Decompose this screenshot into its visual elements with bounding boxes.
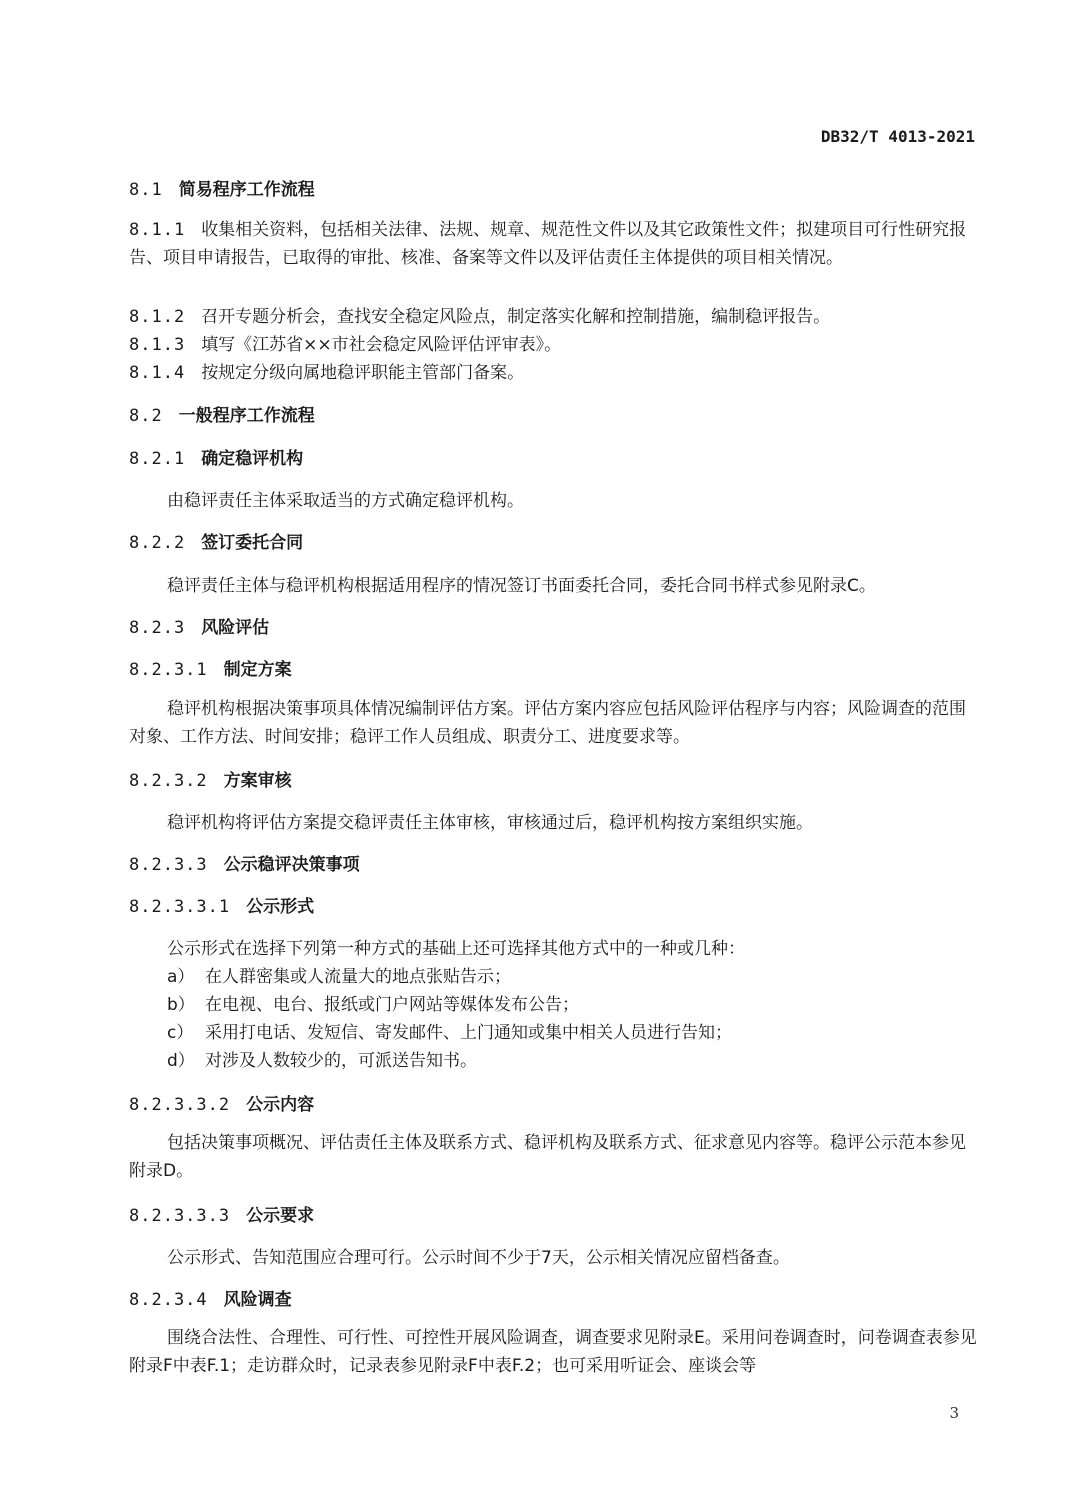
clause-8-1-2 xyxy=(129,302,979,327)
clause-number: 8.1.1 xyxy=(129,220,186,240)
clause-title: 公示形式 xyxy=(246,897,315,917)
clause-8-2-3-4-heading xyxy=(129,1285,979,1310)
clause-title: 风险调查 xyxy=(223,1290,292,1310)
list-marker: c） xyxy=(167,1023,194,1043)
clause-title: 公示要求 xyxy=(246,1206,315,1226)
clause-8-2-3-1-body: 稳评机构根据决策事项具体情况编制评估方案。评估方案内容应包括风险评估程序与内容；风险调查的范围对象、工作方法、时间安排；稳评工作人员组成、职责分工、进度要求等。 xyxy=(129,699,966,747)
clause-title: 签订委托合同 xyxy=(201,533,304,553)
list-item xyxy=(167,1046,1017,1071)
section-number: 8.1 xyxy=(129,180,163,200)
list-item-text: 对涉及人数较少的，可派送告知书。 xyxy=(205,1051,477,1071)
clause-8-2-2-body: 稳评责任主体与稳评机构根据适用程序的情况签订书面委托合同，委托合同书样式参见附录C。 xyxy=(167,576,876,596)
section-title: 一般程序工作流程 xyxy=(178,406,315,426)
clause-number: 8.2.3 xyxy=(129,618,186,638)
clause-8-1-4 xyxy=(129,358,979,383)
list-marker: b） xyxy=(167,995,195,1015)
clause-8-2-3-2-heading xyxy=(129,766,979,791)
list-marker: d） xyxy=(167,1051,195,1071)
clause-8-2-2-heading xyxy=(129,528,979,553)
clause-title: 方案审核 xyxy=(223,771,292,791)
clause-text: 按规定分级向属地稳评职能主管部门备案。 xyxy=(201,363,525,383)
clause-title: 制定方案 xyxy=(223,660,292,680)
list-item xyxy=(167,1018,1017,1043)
list-marker: a） xyxy=(167,967,195,987)
clause-8-2-3-3-heading xyxy=(129,850,979,875)
clause-8-1-1 xyxy=(129,216,979,272)
clause-number: 8.2.3.4 xyxy=(129,1290,208,1310)
clause-8-2-3-3-3-body: 公示形式、告知范围应合理可行。公示时间不少于7天，公示相关情况应留档备查。 xyxy=(167,1248,790,1268)
list-item xyxy=(167,990,1017,1015)
section-title: 简易程序工作流程 xyxy=(178,180,315,200)
clause-number: 8.2.3.3.1 xyxy=(129,897,231,917)
clause-text: 召开专题分析会，查找安全稳定风险点，制定落实化解和控制措施，编制稳评报告。 xyxy=(201,307,831,327)
list-item-text: 在人群密集或人流量大的地点张贴告示； xyxy=(205,967,511,987)
list-item-text: 采用打电话、发短信、寄发邮件、上门通知或集中相关人员进行告知； xyxy=(205,1023,732,1043)
clause-number: 8.1.3 xyxy=(129,335,186,355)
clause-number: 8.1.2 xyxy=(129,307,186,327)
clause-number: 8.2.3.2 xyxy=(129,771,208,791)
clause-number: 8.2.3.3.2 xyxy=(129,1095,231,1115)
clause-title: 公示稳评决策事项 xyxy=(223,855,360,875)
clause-8-2-3-2-body: 稳评机构将评估方案提交稳评责任主体审核，审核通过后，稳评机构按方案组织实施。 xyxy=(167,813,813,833)
clause-number: 8.2.2 xyxy=(129,533,186,553)
clause-text: 收集相关资料，包括相关法律、法规、规章、规范性文件以及其它政策性文件；拟建项目可行性研究报告、项目申请报告，已取得的审批、核准、备案等文件以及评估责任主体提供的项目相关情况。 xyxy=(129,220,967,268)
clause-8-2-1-body: 由稳评责任主体采取适当的方式确定稳评机构。 xyxy=(167,491,524,511)
clause-8-1-3 xyxy=(129,330,979,355)
section-8-1-heading xyxy=(129,175,979,200)
clause-number: 8.2.3.3.3 xyxy=(129,1206,231,1226)
document-code: DB32/T 4013-2021 xyxy=(820,127,975,146)
clause-number: 8.2.3.3 xyxy=(129,855,208,875)
clause-8-2-3-1-heading xyxy=(129,655,979,680)
clause-8-2-3-3-3-heading xyxy=(129,1201,979,1226)
page-number: 3 xyxy=(949,1404,959,1422)
list-item-text: 在电视、电台、报纸或门户网站等媒体发布公告； xyxy=(205,995,579,1015)
list-item xyxy=(167,962,1017,987)
clause-title: 确定稳评机构 xyxy=(201,449,304,469)
clause-8-2-3-3-1-heading xyxy=(129,892,979,917)
clause-8-2-1-heading xyxy=(129,444,979,469)
clause-text: 填写《江苏省××市社会稳定风险评估评审表》。 xyxy=(201,335,562,355)
clause-title: 公示内容 xyxy=(246,1095,315,1115)
clause-number: 8.1.4 xyxy=(129,363,186,383)
clause-8-2-3-4-body: 围绕合法性、合理性、可行性、可控性开展风险调查，调查要求见附录E。采用问卷调查时，问卷调查表参见附录F中表F.1；走访群众时，记录表参见附录F中表F.2；也可采用听证会、座谈会等 xyxy=(129,1328,977,1376)
clause-8-2-3-3-2-heading xyxy=(129,1090,979,1115)
section-number: 8.2 xyxy=(129,406,163,426)
clause-8-2-3-3-1-body: 公示形式在选择下列第一种方式的基础上还可选择其他方式中的一种或几种： xyxy=(167,939,745,959)
clause-number: 8.2.3.1 xyxy=(129,660,208,680)
clause-number: 8.2.1 xyxy=(129,449,186,469)
clause-title: 风险评估 xyxy=(201,618,270,638)
section-8-2-heading xyxy=(129,401,979,426)
clause-8-2-3-3-2-body: 包括决策事项概况、评估责任主体及联系方式、稳评机构及联系方式、征求意见内容等。稳评公示范本参见附录D。 xyxy=(129,1133,966,1181)
clause-8-2-3-heading xyxy=(129,613,979,638)
